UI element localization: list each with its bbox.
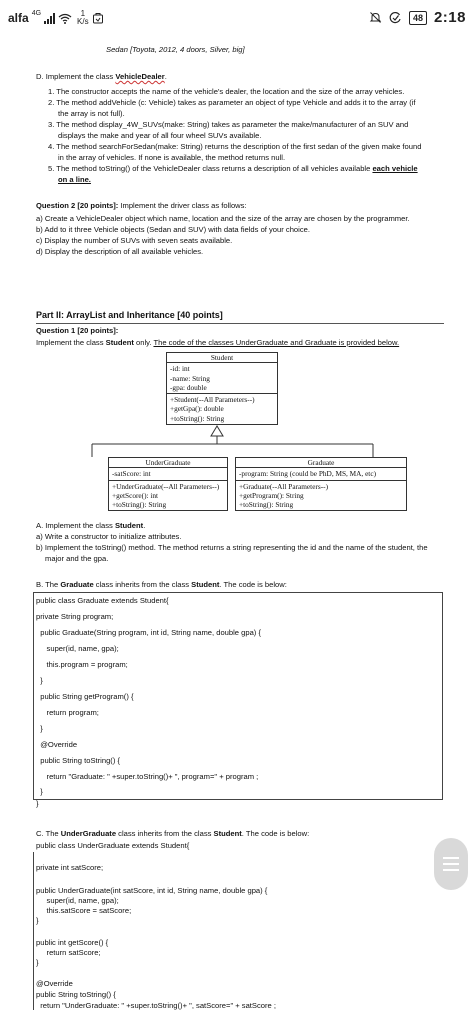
clock: 2:18: [433, 9, 466, 26]
wifi-icon: [58, 13, 72, 24]
section-c-title-3: Student: [213, 829, 242, 838]
section-b-title: [36, 579, 287, 590]
section-a-title: [36, 520, 145, 531]
code-line: return satScore;: [36, 948, 101, 957]
section-c-title-0: C. The: [36, 829, 61, 838]
code-line: public String toString() {: [36, 990, 116, 999]
code-line: }: [36, 724, 43, 733]
d-item-4: 4. The method searchForSedan(make: String) returns the description of the first sedan of the given make found: [48, 142, 422, 151]
q1-text-d: The code of the classes UnderGraduate and Graduate is provided below.: [153, 338, 400, 347]
d-item-4-cont: in the array of vehicles. If none is available, the method returns null.: [58, 153, 286, 162]
status-bar: [0, 0, 474, 34]
code-line: this.program = program;: [36, 660, 128, 669]
uml-graduate-attr: -program: String (could be PhD, MS, MA, etc): [239, 469, 377, 479]
code-line: public int getScore() {: [36, 938, 109, 947]
network-speed: [77, 10, 89, 26]
question-2-intro: Implement the driver class as follows:: [118, 201, 247, 210]
q2-item-d: d) Display the description of all available vehicles.: [36, 247, 204, 256]
d-item-2-cont: the array is not full).: [58, 109, 125, 118]
uml-undergraduate-name: UnderGraduate: [109, 458, 227, 468]
section-a-title-a: A. Implement the class: [36, 521, 115, 530]
code-line: }: [36, 916, 39, 925]
section-a-title-b: Student: [114, 521, 144, 530]
speed-unit: K/s: [77, 17, 89, 26]
status-left: [8, 10, 104, 26]
d-item-5-emphasis: each vehicle: [372, 164, 418, 173]
code-line: public Graduate(String program, int id, String name, double gpa) {: [36, 628, 261, 637]
uml-graduate-methods: [236, 481, 406, 511]
code-line: this.satScore = satScore;: [36, 906, 132, 915]
d-item-3-cont: displays the make and year of all four wheel SUVs available.: [58, 131, 262, 140]
code-line: super(id, name, gpa);: [36, 896, 119, 905]
uml-graduate-class: [235, 457, 407, 511]
speed-value: 1: [80, 9, 86, 18]
code-line: }: [36, 676, 43, 685]
uml-student-attributes: [167, 363, 277, 394]
section-c-title-1: UnderGraduate: [60, 829, 117, 838]
uml-graduate-method: +getProgram(): String: [239, 490, 304, 500]
uml-student-attr: -id: int: [170, 364, 190, 374]
code-line: public class Graduate extends Student{: [36, 596, 169, 605]
q2-item-b: b) Add to it three Vehicle objects (Sedan and SUV) with data fields of your choice.: [36, 225, 310, 234]
section-d-title-class: VehicleDealer: [115, 72, 165, 81]
d-item-1: 1. The constructor accepts the name of the vehicle's dealer, the location and the size of the array vehicles.: [48, 87, 405, 96]
notification-app-icon: [92, 12, 104, 24]
code-line: return "Graduate: " +super.toString()+ ", program=" + program ;: [36, 772, 259, 781]
section-b-title-1: Graduate: [60, 580, 94, 589]
battery-icon: 48: [409, 11, 427, 25]
code-line: public String toString() {: [36, 756, 120, 765]
undergrad-code-box-edge: [33, 852, 34, 1010]
part-2-divider: [36, 323, 444, 324]
uml-graduate-method: +toString(): String: [239, 500, 294, 510]
uml-graduate-name: Graduate: [236, 458, 406, 468]
drag-handle-icon: [443, 857, 459, 871]
uml-student-methods: [167, 394, 277, 424]
network-type: 4G: [31, 9, 42, 17]
code-line: return program;: [36, 708, 99, 717]
question-2-heading: [36, 200, 247, 211]
section-d-title-prefix: D. Implement the class: [36, 72, 116, 81]
uml-student-attr: -name: String: [170, 373, 210, 383]
section-a-title-c: .: [143, 521, 146, 530]
uml-undergraduate-methods: [109, 481, 227, 511]
code-line: }: [36, 787, 43, 796]
uml-undergraduate-attributes: [109, 468, 227, 480]
d-item-3: 3. The method display_4W_SUVs(make: String) takes as parameter the make/manufacturer of an SUV and: [48, 120, 409, 129]
uml-student-attr: -gpa: double: [170, 382, 207, 392]
d-item-2: 2. The method addVehicle (c: Vehicle) takes as parameter an object of type Vehicle and adds it to the array (if: [48, 98, 416, 107]
uml-undergraduate-class: [108, 457, 228, 511]
uml-student-method: +toString(): String: [170, 413, 225, 423]
uml-undergraduate-attr: -satScore: int: [112, 469, 151, 479]
q2-item-c: c) Display the number of SUVs with seven seats available.: [36, 236, 233, 245]
data-saver-icon: [389, 11, 402, 24]
sedan-example: Sedan [Toyota, 2012, 4 doors, Silver, big]: [106, 45, 245, 54]
uml-student-class: [166, 352, 278, 425]
uml-graduate-method: +Graduate(--All Parameters--): [239, 481, 328, 491]
uml-graduate-attributes: [236, 468, 406, 480]
code-line: public class UnderGraduate extends Student{: [36, 841, 190, 850]
q2-item-a: a) Create a VehicleDealer object which name, location and the size of the array are chosen by the programmer.: [36, 214, 410, 223]
uml-undergraduate-method: +getScore(): int: [112, 490, 159, 500]
status-right: [369, 9, 466, 26]
q1-text-c: only.: [133, 338, 154, 347]
q1-text-b: Student: [105, 338, 134, 347]
code-line: }: [36, 799, 39, 808]
question-1-text: [36, 337, 399, 348]
mute-icon: [369, 11, 382, 24]
section-c-title: [36, 828, 309, 839]
code-line: return "UnderGraduate: " +super.toString()+ ", satScore=" + satScore ;: [36, 1001, 276, 1010]
question-1-title: Question 1 [20 points]:: [36, 326, 119, 335]
code-line: super(id, name, gpa);: [36, 644, 119, 653]
a-item-b: b) Implement the toString() method. The method returns a string representing the id and the name of the student, the: [36, 543, 428, 552]
code-line: @Override: [36, 740, 78, 749]
d-item-5-text: 5. The method toString() of the VehicleDealer class returns a description of all vehicles available: [48, 164, 373, 173]
a-item-b-cont: major and the gpa.: [45, 554, 109, 563]
uml-student-method: +Student(--All Parameters--): [170, 395, 255, 405]
code-line: public String getProgram() {: [36, 692, 134, 701]
section-d-title: [36, 71, 167, 82]
section-b-title-3: Student: [191, 580, 220, 589]
code-line: }: [36, 958, 39, 967]
question-2-title: Question 2 [20 points]:: [36, 201, 119, 210]
scroll-handle[interactable]: [434, 838, 468, 890]
uml-student-method: +getGpa(): double: [170, 404, 224, 414]
section-d-title-suffix: .: [164, 72, 167, 81]
part-2-title: Part II: ArrayList and Inheritance [40 points]: [36, 310, 223, 320]
section-c-title-4: . The code is below:: [241, 829, 310, 838]
section-b-title-0: B. The: [36, 580, 61, 589]
a-item-a: a) Write a constructor to initialize attributes.: [36, 532, 182, 541]
d-item-5-emphasis-cont: on a line.: [58, 175, 91, 184]
signal-icon: [44, 13, 55, 24]
section-b-title-2: class inherits from the class: [93, 580, 192, 589]
section-b-title-4: . The code is below:: [219, 580, 287, 589]
d-item-5: [48, 163, 418, 174]
uml-student-name: Student: [167, 353, 277, 363]
carrier-name: alfa: [8, 11, 29, 25]
uml-undergraduate-method: +UnderGraduate(--All Parameters--): [112, 481, 220, 491]
q1-text-a: Implement the class: [36, 338, 106, 347]
code-line: private String program;: [36, 612, 114, 621]
code-line: private int satScore;: [36, 863, 104, 872]
code-line: @Override: [36, 979, 73, 988]
uml-undergraduate-method: +toString(): String: [112, 500, 167, 510]
code-line: public UnderGraduate(int satScore, int id, String name, double gpa) {: [36, 886, 268, 895]
section-c-title-2: class inherits from the class: [116, 829, 214, 838]
